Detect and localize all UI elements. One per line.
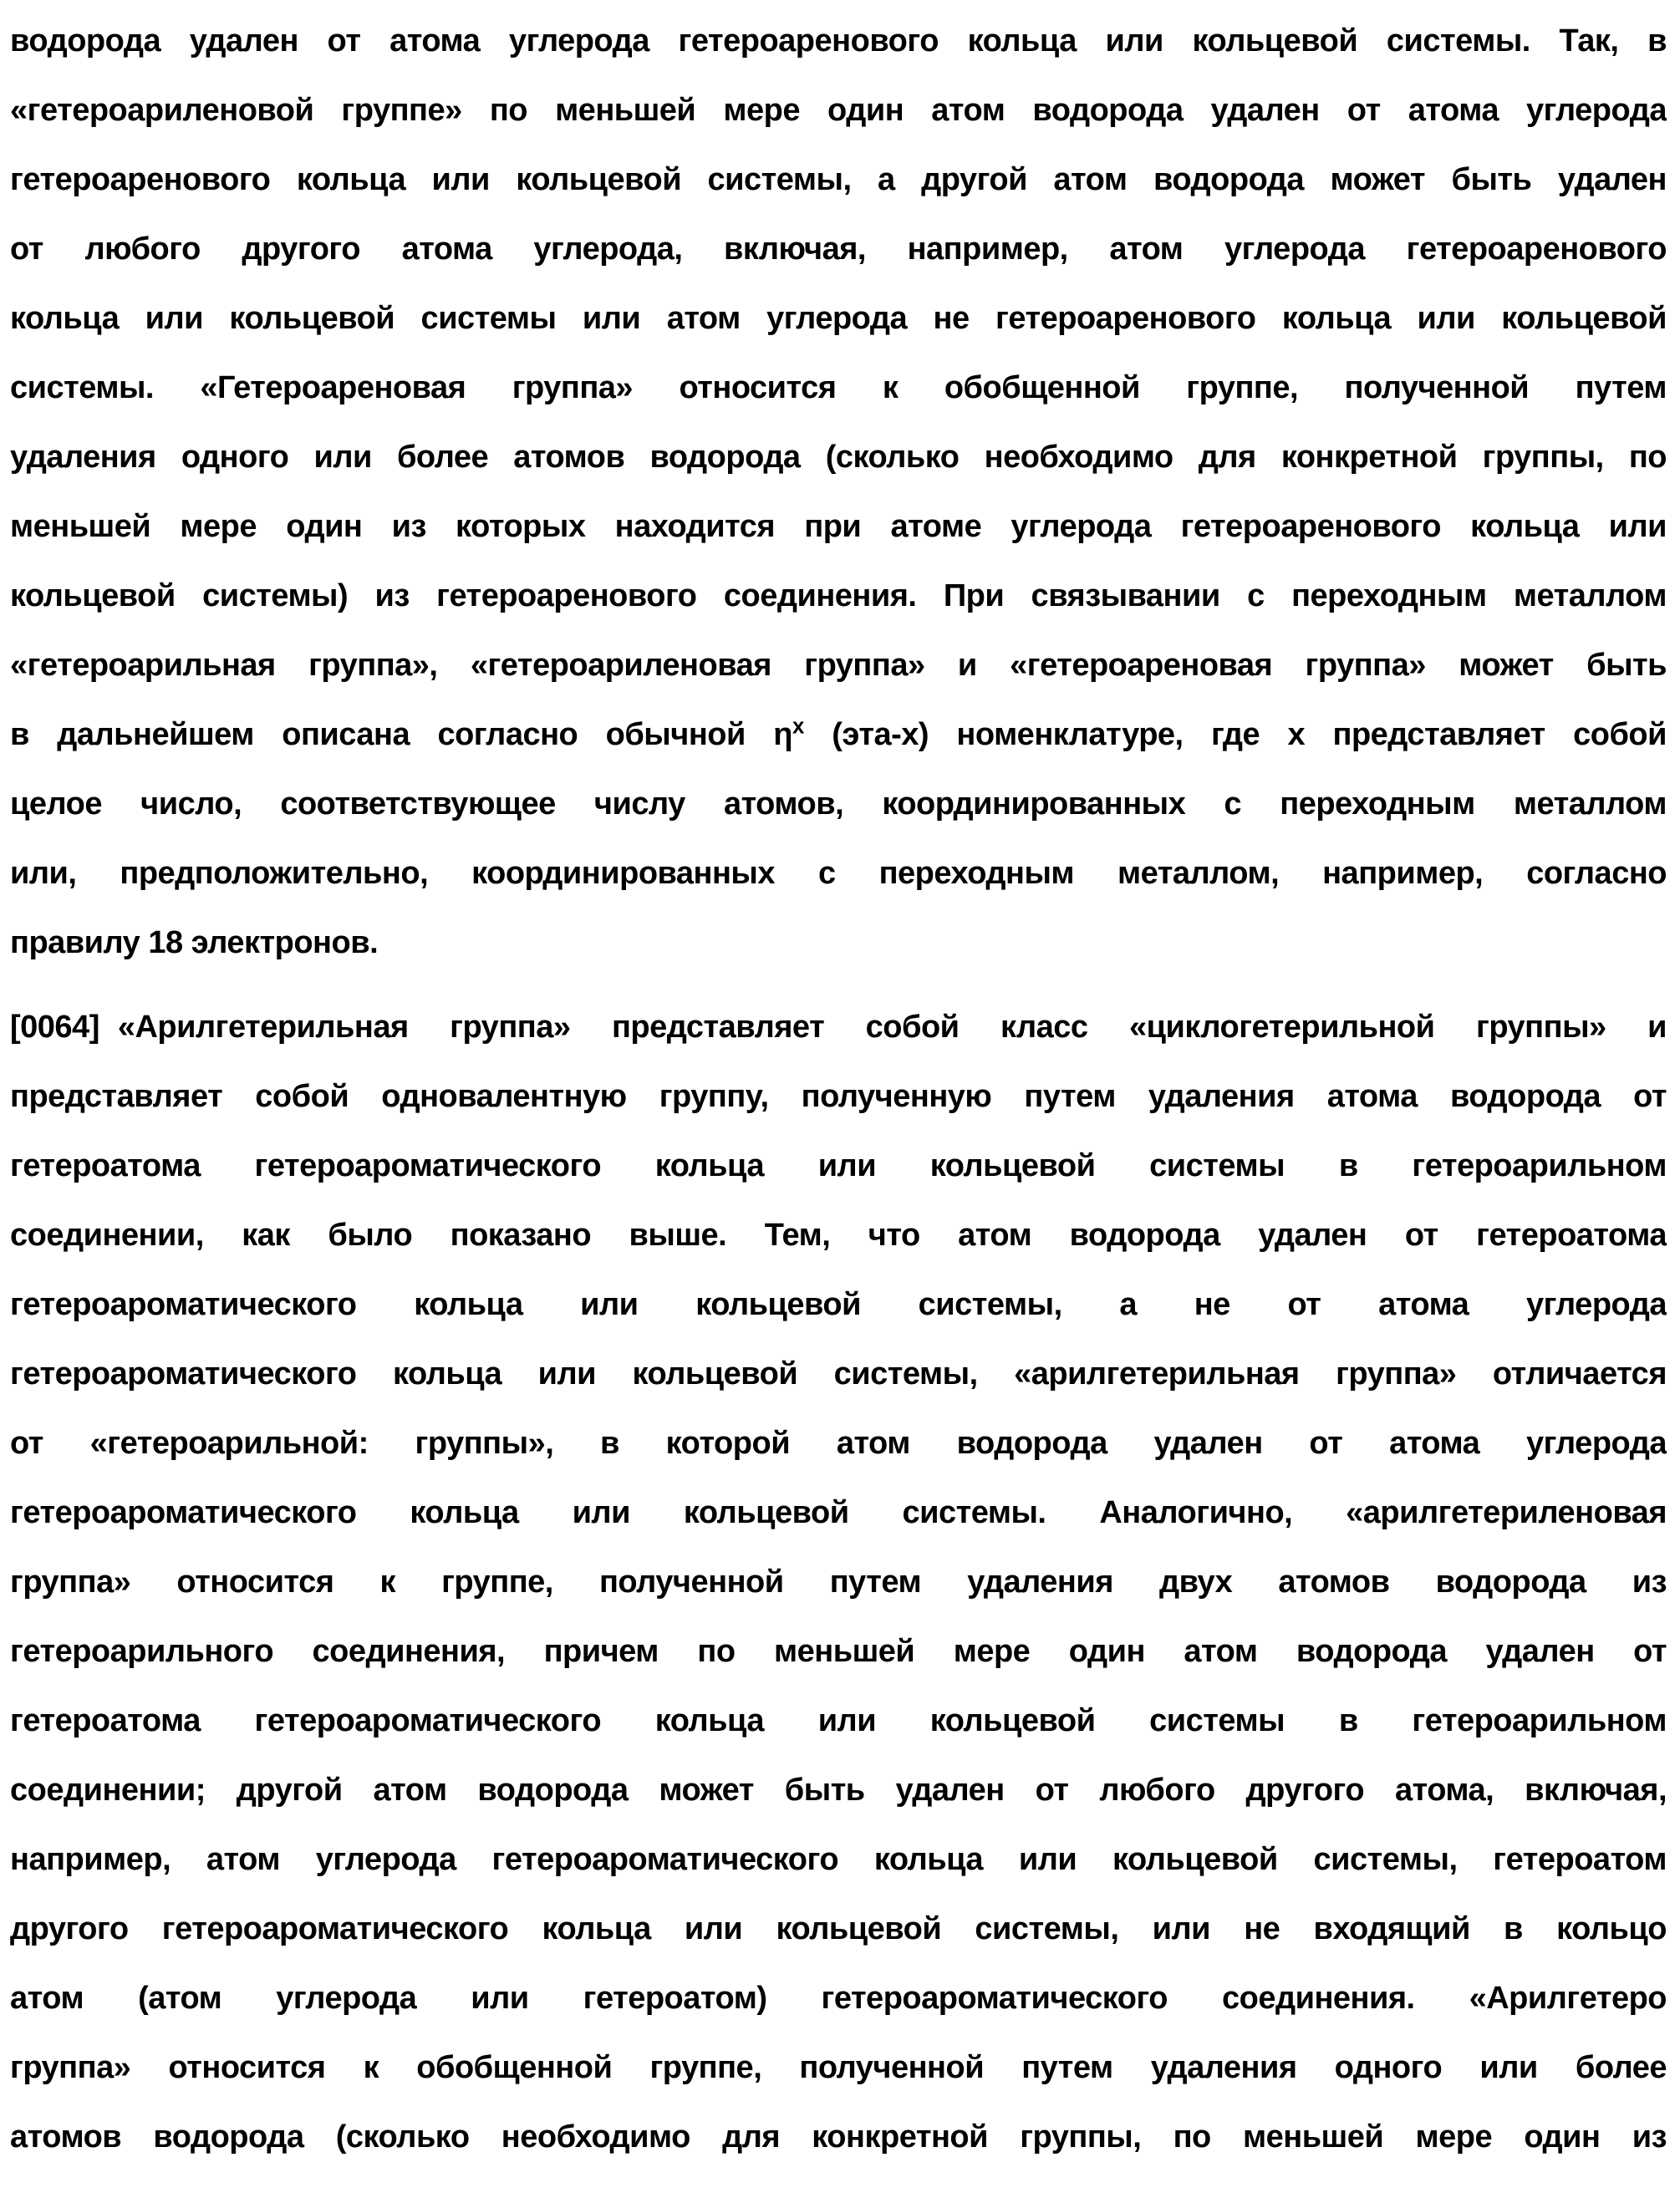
text-line: атомов водорода (сколько необходимо для конкретной группы, по меньшей мере один из <box>10 2119 1667 2155</box>
eta-superscript-x: x <box>792 715 804 739</box>
text-line: представляет собой одновалентную группу, полученную путем удаления атома водорода от <box>10 1079 1667 1114</box>
text-line: от «гетероарильной: группы», в которой атом водорода удален от атома углерода <box>10 1426 1667 1461</box>
text-line: гетероароматического кольца или кольцевой системы, а не от атома углерода <box>10 1287 1667 1322</box>
text-line: атом (атом углерода или гетероатом) гетероароматического соединения. «Арилгетеро <box>10 1981 1667 2016</box>
paragraph-0064 <box>10 993 1667 2172</box>
text-line: меньшей мере один из которых находится при атоме углерода гетероаренового кольца или <box>10 509 1667 544</box>
text-line: гетероатома гетероароматического кольца или кольцевой системы в гетероарильном <box>10 1703 1667 1738</box>
text-line: от любого другого атома углерода, включая, например, атом углерода гетероаренового <box>10 232 1667 267</box>
paragraph-first-line-text: «Арилгетерильная группа» представляет собой класс «циклогетерильной группы» и <box>117 1010 1667 1045</box>
paragraph-number: [0064] <box>10 1010 99 1045</box>
text-line: гетероароматического кольца или кольцевой системы, «арилгетерильная группа» отличается <box>10 1356 1667 1392</box>
text-line: системы. «Гетероареновая группа» относится к обобщенной группе, полученной путем <box>10 370 1667 405</box>
text-line: «гетероарильная группа», «гетероариленовая группа» и «гетероареновая группа» может быть <box>10 648 1667 683</box>
text-line: удаления одного или более атомов водорода (сколько необходимо для конкретной группы, по <box>10 440 1667 475</box>
text-line: целое число, соответствующее числу атомов, координированных с переходным металлом <box>10 786 1667 822</box>
text-line: гетероарильного соединения, причем по меньшей мере один атом водорода удален от <box>10 1634 1667 1669</box>
text-line: например, атом углерода гетероароматического кольца или кольцевой системы, гетероатом <box>10 1842 1667 1877</box>
eta-line-after: (эта-x) номенклатуре, где x представляет собой <box>832 717 1667 752</box>
text-line-eta-notation <box>10 700 1667 770</box>
text-line: группа» относится к группе, полученной путем удаления двух атомов водорода из <box>10 1565 1667 1600</box>
text-line: кольца или кольцевой системы или атом углерода не гетероаренового кольца или кольцевой <box>10 301 1667 336</box>
paragraph-continuation <box>10 7 1667 978</box>
text-line: «гетероариленовой группе» по меньшей мере один атом водорода удален от атома углерода <box>10 93 1667 128</box>
text-line: другого гетероароматического кольца или кольцевой системы, или не входящий в кольцо <box>10 1911 1667 1946</box>
text-line: гетероароматического кольца или кольцевой системы. Аналогично, «арилгетериленовая <box>10 1495 1667 1530</box>
text-line: кольцевой системы) из гетероаренового соединения. При связывании с переходным металлом <box>10 578 1667 613</box>
text-line: соединении, как было показано выше. Тем, что атом водорода удален от гетероатома <box>10 1218 1667 1253</box>
text-line: гетероатома гетероароматического кольца или кольцевой системы в гетероарильном <box>10 1148 1667 1183</box>
text-line: группа» относится к обобщенной группе, полученной путем удаления одного или более <box>10 2050 1667 2085</box>
text-line: соединении; другой атом водорода может быть удален от любого другого атома, включая, <box>10 1773 1667 1808</box>
text-line-paragraph-start <box>10 993 1667 1062</box>
eta-line-before: в дальнейшем описана согласно обычной η <box>10 717 792 752</box>
text-line: гетероаренового кольца или кольцевой системы, а другой атом водорода может быть удален <box>10 162 1667 197</box>
text-line-paragraph-end: правилу 18 электронов. <box>10 925 379 960</box>
text-line: водорода удален от атома углерода гетероаренового кольца или кольцевой системы. Так, в <box>10 23 1667 59</box>
text-line: или, предположительно, координированных с переходным металлом, например, согласно <box>10 856 1667 891</box>
